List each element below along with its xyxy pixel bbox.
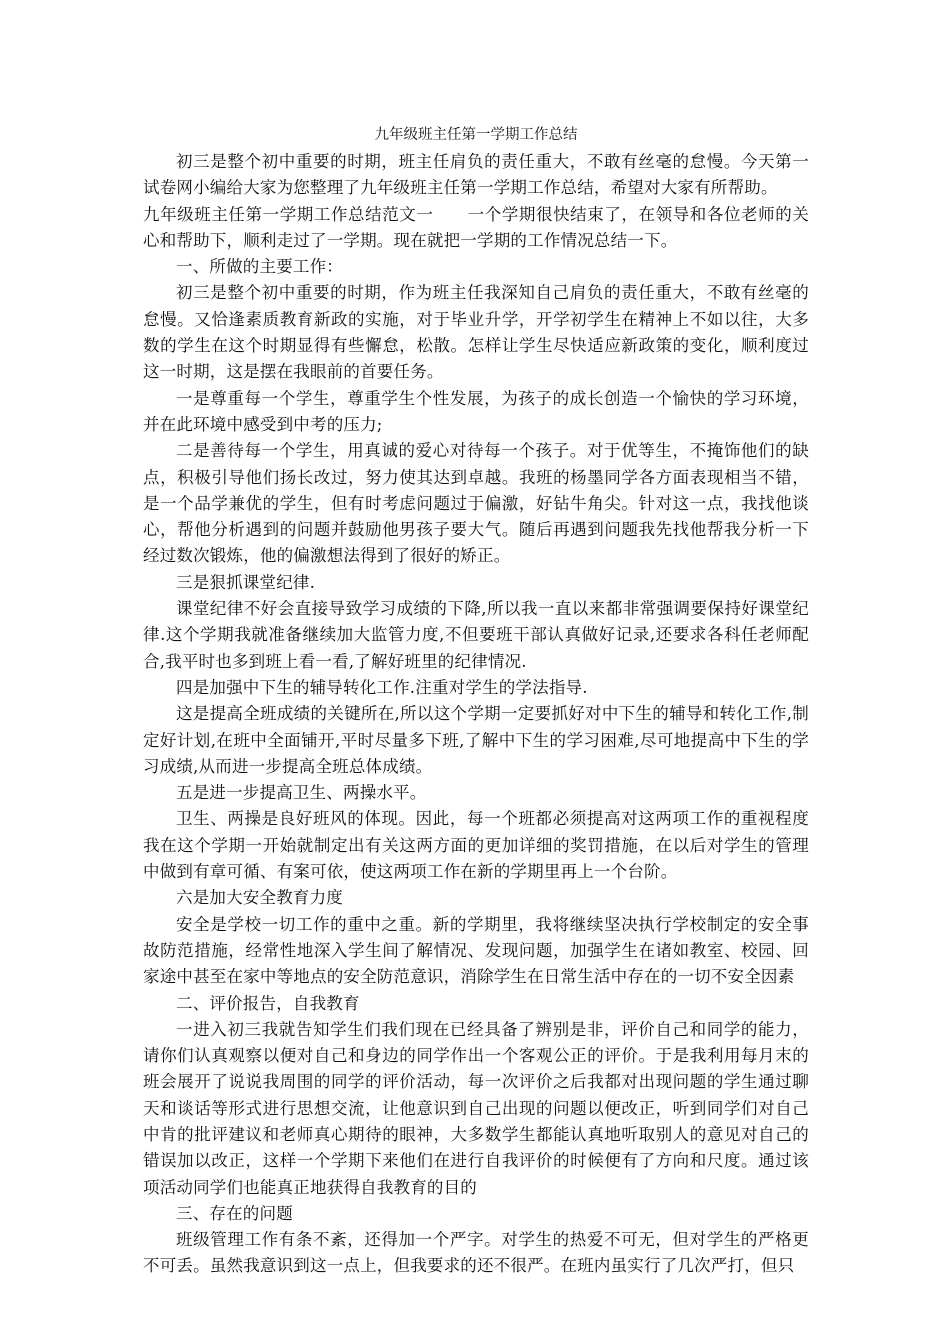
paragraph: 二是善待每一个学生，用真诚的爱心对待每一个孩子。对于优等生，不掩饰他们的缺点，积极引导他们扬长改过，努力使其达到卓越。我班的杨墨同学各方面表现相当不错，是一个品学兼优的学生，但有时考虑问题过于偏激，好钻牛角尖。针对这一点，我找他谈心，帮他分析遇到的问题并鼓励他男孩子要大气。随后再遇到问题我先找他帮我分析一下经过数次锻炼，他的偏激想法得到了很好的矫正。 xyxy=(143,441,809,566)
paragraph: 安全是学校一切工作的重中之重。新的学期里，我将继续坚决执行学校制定的安全事故防范措施，经常性地深入学生间了解情况、发现问题，加强学生在诸如教室、校园、回家途中甚至在家中等地点的安全防范意识，消除学生在日常生活中存在的一切不安全因素 xyxy=(143,914,809,987)
paragraph: 一、所做的主要工作： xyxy=(176,257,343,277)
paragraph: 三、存在的问题 xyxy=(176,1203,293,1223)
paragraph: 九年级班主任第一学期工作总结范文一 一个学期很快结束了，在领导和各位老师的关心和帮助下，顺利走过了一学期。现在就把一学期的工作情况总结一下。 xyxy=(143,204,809,250)
paragraph: 一进入初三我就告知学生们我们现在已经具备了辨别是非，评价自己和同学的能力，请你们认真观察以便对自己和身边的同学作出一个客观公正的评价。于是我利用每月末的班会展开了说说我周围的同学的评价活动，每一次评价之后我都对出现问题的学生通过聊天和谈话等形式进行思想交流，让他意识到自己出现的问题以便改正，听到同学们对自己中肯的批评建议和老师真心期待的眼神，大多数学生都能认真地听取别人的意见对自己的错误加以改正，这样一个学期下来他们在进行自我评价的时候便有了方向和尺度。通过该项活动同学们也能真正地获得自我教育的目的 xyxy=(143,1019,809,1197)
paragraph: 课堂纪律不好会直接导致学习成绩的下降,所以我一直以来都非常强调要保持好课堂纪律.这个学期我就准备继续加大监管力度,不但要班干部认真做好记录,还要求各科任老师配合,我平时也多到班上看一看,了解好班里的纪律情况. xyxy=(143,599,809,671)
paragraph: 初三是整个初中重要的时期，作为班主任我深知自己肩负的责任重大，不敢有丝毫的怠慢。又恰逢素质教育新政的实施，对于毕业升学，开学初学生在精神上不如以往，大多数的学生在这个时期显得有些懈怠，松散。怎样让学生尽快适应新政策的变化，顺利度过这一时期，这是摆在我眼前的首要任务。 xyxy=(143,283,809,382)
paragraph: 班级管理工作有条不紊，还得加一个严字。对学生的热爱不可无，但对学生的严格更不可丢。虽然我意识到这一点上，但我要求的还不很严。在班内虽实行了几次严打，但只 xyxy=(143,1230,809,1276)
document-page xyxy=(143,121,809,1280)
paragraph: 这是提高全班成绩的关键所在,所以这个学期一定要抓好对中下生的辅导和转化工作,制定好计划,在班中全面铺开,平时尽量多下班,了解中下生的学习困难,尽可地提高中下生的学习成绩,从而进一步提高全班总体成绩。 xyxy=(143,704,809,776)
paragraph: 四是加强中下生的辅导转化工作.注重对学生的学法指导. xyxy=(176,677,588,697)
paragraph: 一是尊重每一个学生，尊重学生个性发展，为孩子的成长创造一个愉快的学习环境，并在此环境中感受到中考的压力; xyxy=(143,388,809,434)
paragraph: 初三是整个初中重要的时期，班主任肩负的责任重大，不敢有丝毫的怠慢。今天第一试卷网小编给大家为您整理了九年级班主任第一学期工作总结，希望对大家有所帮助。 xyxy=(143,152,809,198)
document-body xyxy=(143,149,809,1280)
paragraph: 卫生、两操是良好班风的体现。因此，每一个班都必须提高对这两项工作的重视程度我在这个学期一开始就制定出有关这两方面的更加详细的奖罚措施，在以后对学生的管理中做到有章可循、有案可依，使这两项工作在新的学期里再上一个台阶。 xyxy=(143,809,809,882)
document-title: 九年级班主任第一学期工作总结 xyxy=(374,127,578,143)
paragraph: 六是加大安全教育力度 xyxy=(176,888,343,908)
paragraph: 三是狠抓课堂纪律. xyxy=(176,572,316,592)
paragraph: 二、评价报告，自我教育 xyxy=(176,993,360,1013)
paragraph: 五是进一步提高卫生、两操水平。 xyxy=(176,783,427,803)
